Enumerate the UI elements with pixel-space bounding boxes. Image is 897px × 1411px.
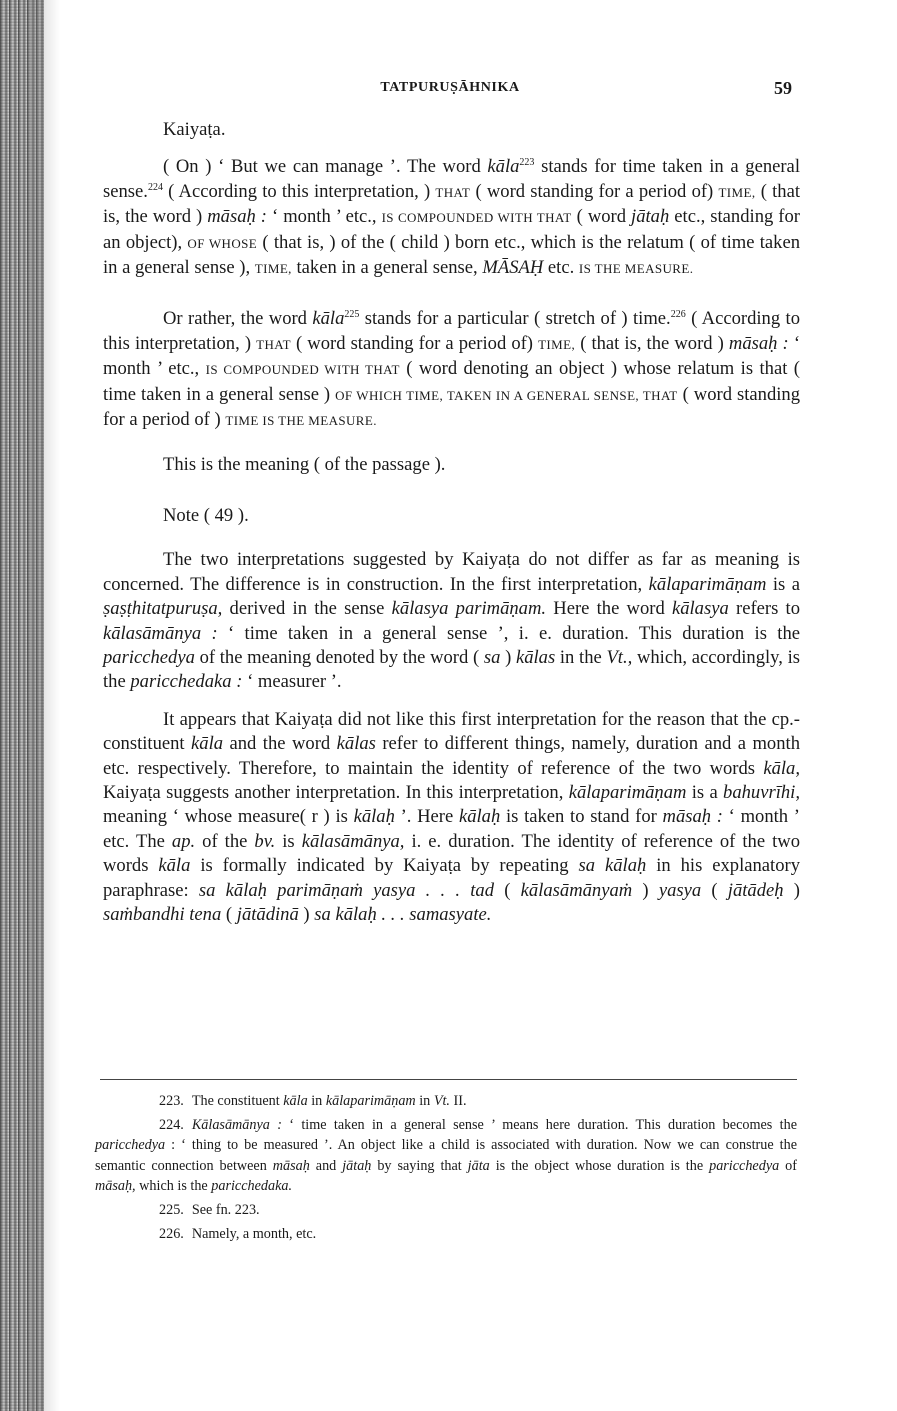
footnote-ref-225: 225 [344, 309, 360, 321]
footnote-224: 224. Kālasāmānya : ‘ time taken in a general sense ’ means here duration. This duration becomes the paricchedya : ‘ thing to be measured ’. An object like a child is associated with duration. Now we can construe the semantic connection between māsaḥ and jātaḥ by saying that jāta is the object whose duration is the paricchedya of māsaḥ, which is the paricchedaka. [95, 1117, 797, 1194]
paragraph-second-interpretation: Or rather, the word kāla$^{225}$ stands for a particular ( stretch of ) time.$^{226}$ ( According to this interpretation, ) THAT ( word standing for a period of) TIME, ( that is, the word ) māsaḥ : ‘ month ’ etc., IS COMPOUNDED WITH THAT ( word denoting an object ) whose relatum is that ( time taken in a general sense ) OF WHICH TIME, TAKEN IN A GENERAL SENSE, THAT ( word standing for a period of ) TIME IS THE MEASURE. [103, 308, 801, 431]
footnote-223: 223. The constituent kāla in kālaparimāṇam in Vt. II. [159, 1093, 467, 1109]
footnote-226: 226. Namely, a month, etc. [159, 1226, 317, 1243]
footnote-ref-226: 226 [670, 309, 686, 321]
scan-shadow [30, 0, 60, 1411]
paragraph-note-2: It appears that Kaiyaṭa did not like this first interpretation for the reason that the cp.-constituent kāla and the word kālas refer to different things, namely, duration and a month etc. respectively. Therefore, to maintain the identity of reference of the two words kāla, Kaiyaṭa suggests another interpretation. In this interpretation, kālaparimāṇam is a bahuvrīhi, meaning ‘ whose measure( r ) is kālaḥ ’. Here kālaḥ is taken to stand for māsaḥ : ‘ month ’ etc. The ap. of the bv. is kālasāmānya, i. e. duration. The identity of reference of the two words kāla is formally indicated by Kaiyaṭa by repeating sa kālaḥ in his explanatory paraphrase: sa kālaḥ parimāṇaṁ yasya . . . tad ( kālasāmānyaṁ ) yasya ( jātādeḥ ) saṁbandhi tena ( jātādinā ) sa kālaḥ . . . samasyate. [103, 708, 800, 925]
page-number: 59 [774, 78, 792, 98]
page-header [100, 80, 800, 104]
paragraph-first-interpretation: ( On ) ‘ But we can manage ’. The word kāla$^{223}$ stands for time taken in a general sense.$^{224}$ ( According to this interpretation, ) THAT ( word standing for a period of) TIME, ( that is, the word ) māsaḥ : ‘ month ’ etc., IS COMPOUNDED WITH THAT ( word jātaḥ etc., standing for an object), OF WHOSE ( that is, ) of the ( child ) born etc., which is the relatum ( of time taken in a general sense ), TIME, taken in a general sense, MĀSAḤ etc. IS THE MEASURE. [103, 156, 801, 279]
main-text [103, 118, 800, 927]
footnotes [95, 1091, 797, 1248]
paragraph-note-1: The two interpretations suggested by Kaiyaṭa do not differ as far as meaning is concerned. The difference is in construction. In the first interpretation, kālaparimāṇam is a ṣaṣṭhitatpuruṣa, derived in the sense kālasya parimāṇam. Here the word kālasya refers to kālasāmānya : ‘ time taken in a general sense ’, i. e. duration. This duration is the paricchedya of the meaning denoted by the word ( sa ) kālas in the Vt., which, accordingly, is the paricchedaka : ‘ measurer ’. [103, 549, 801, 693]
footnote-ref-224: 224 [147, 181, 163, 193]
footnote-ref-223: 223 [519, 157, 535, 169]
running-title: TATPURUṢĀHNIKA [380, 80, 520, 95]
footnote-225: 225. See fn. 223. [159, 1202, 260, 1219]
footnote-divider [100, 1079, 797, 1080]
note-heading: Note ( 49 ). [163, 504, 249, 526]
paragraph-meaning: This is the meaning ( of the passage ). [163, 454, 446, 476]
paragraph-kaiyata: Kaiyaṭa. [163, 119, 226, 140]
